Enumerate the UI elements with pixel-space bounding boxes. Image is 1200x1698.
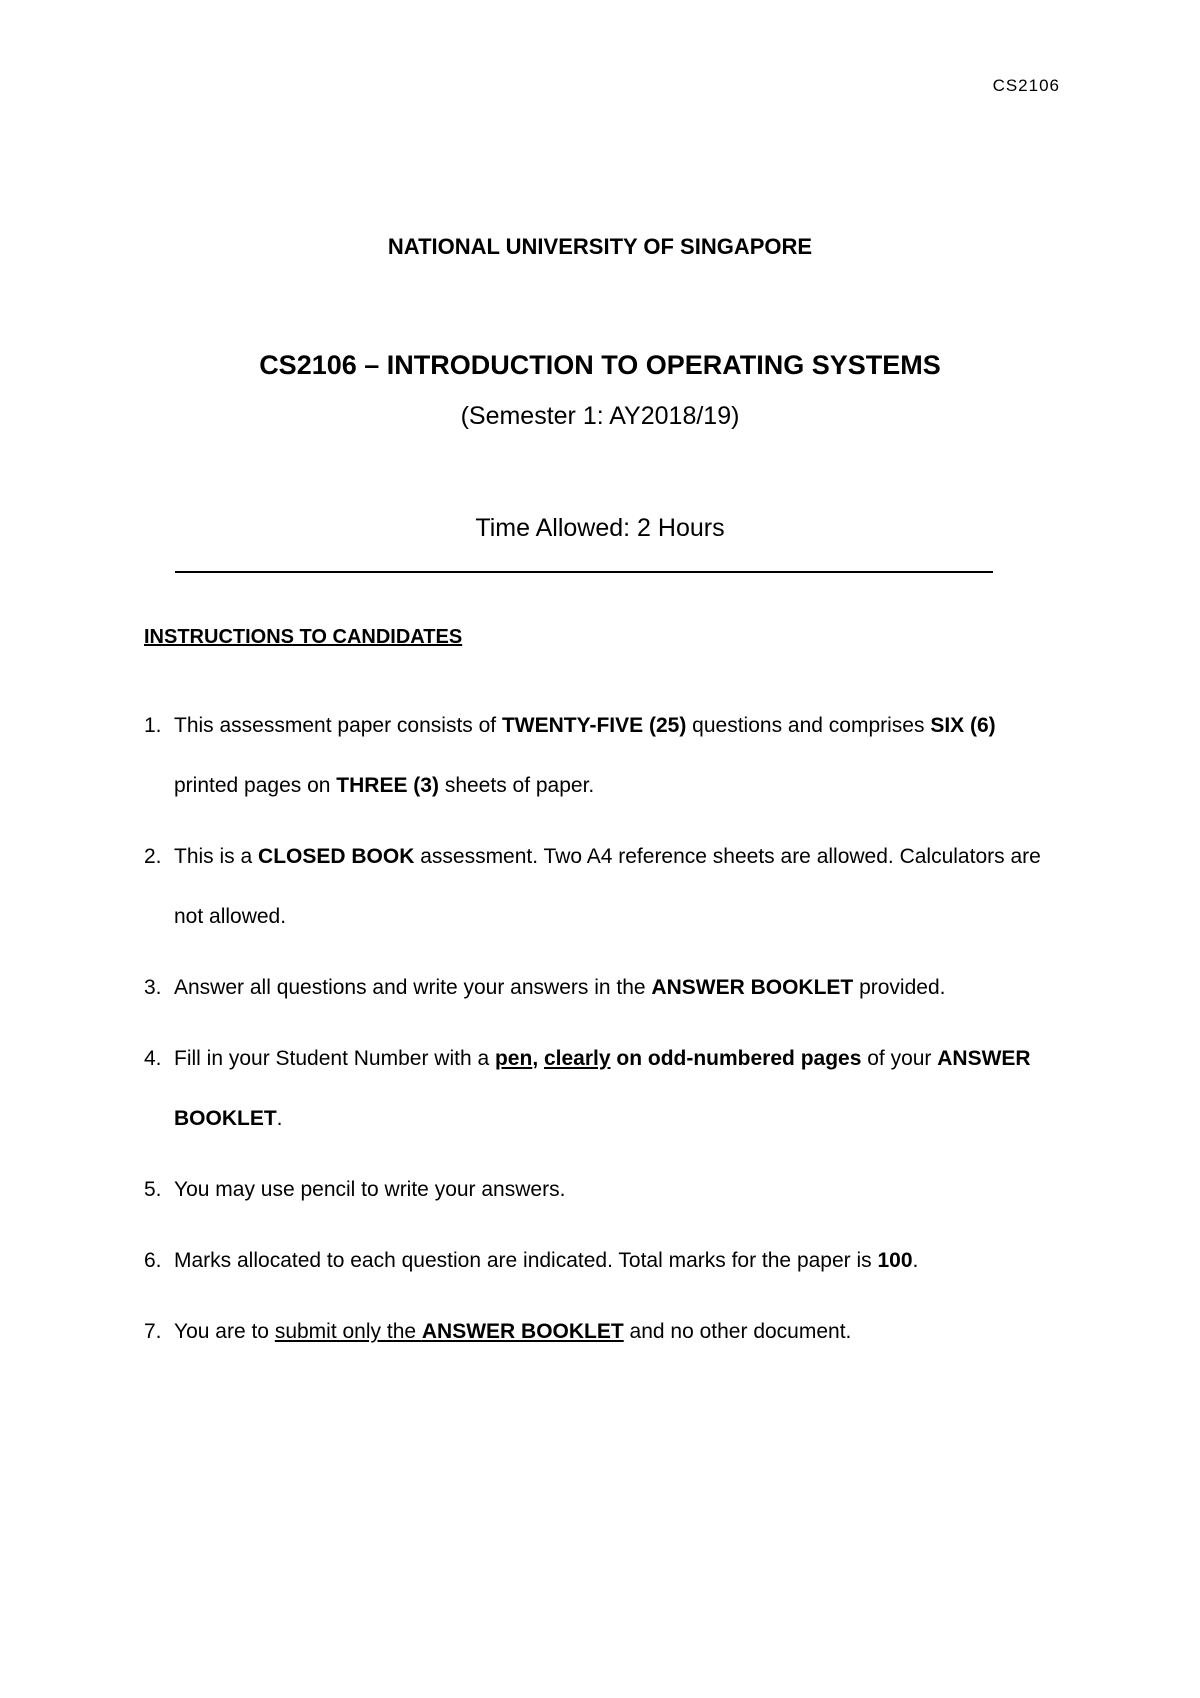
instruction-bold-text: 100	[877, 1249, 913, 1272]
instruction-text: assessment. Two A4 reference sheets are allowed. Calculators are not allowed.	[174, 845, 1041, 928]
instructions-heading: INSTRUCTIONS TO CANDIDATES	[144, 626, 463, 648]
instruction-number: 6.	[144, 1249, 162, 1272]
time-allowed: Time Allowed: 2 Hours	[475, 514, 725, 542]
instruction-text: printed pages on	[174, 774, 337, 797]
instruction-text: and no other document.	[623, 1320, 852, 1343]
header-course-code: CS2106	[992, 76, 1060, 95]
instruction-text: questions and comprises	[686, 714, 931, 737]
instruction-bold-text: ANSWER BOOKLET	[651, 976, 854, 999]
instructions-list	[144, 696, 1044, 1373]
instruction-text: You may use pencil to write your answers.	[174, 1178, 566, 1201]
instruction-text: Fill in your Student Number with a	[174, 1047, 495, 1070]
instruction-text: .	[276, 1107, 283, 1130]
instruction-item-3	[144, 958, 1044, 1018]
instruction-number: 1.	[144, 714, 162, 737]
instruction-item-2	[144, 827, 1044, 947]
university-name: NATIONAL UNIVERSITY OF SINGAPORE	[387, 234, 813, 259]
instruction-text: Marks allocated to each question are indicated. Total marks for the paper is	[174, 1249, 878, 1272]
instruction-item-7	[144, 1302, 1044, 1362]
instruction-bold-underlined-text: clearly	[543, 1047, 611, 1070]
instruction-underlined-text: submit only the	[274, 1320, 422, 1343]
instruction-text: sheets of paper.	[438, 774, 595, 797]
semester-label: (Semester 1: AY2018/19)	[460, 402, 740, 430]
instruction-text: of your	[861, 1047, 938, 1070]
course-title: CS2106 – INTRODUCTION TO OPERATING SYSTEMS	[259, 350, 941, 380]
instruction-text: This is a	[174, 845, 259, 868]
instruction-separator: ,	[532, 1047, 544, 1070]
instruction-item-1	[144, 696, 1044, 816]
instruction-bold-text: THREE (3)	[336, 774, 439, 797]
instruction-bold-text: SIX (6)	[930, 714, 996, 737]
instruction-item-4	[144, 1029, 1044, 1149]
instruction-number: 2.	[144, 845, 162, 868]
instruction-number: 4.	[144, 1047, 162, 1070]
instruction-bold-underlined-text: pen	[494, 1047, 533, 1070]
instruction-bold-text: TWENTY-FIVE (25)	[501, 714, 687, 737]
instruction-item-6	[144, 1231, 1044, 1291]
instruction-number: 7.	[144, 1320, 162, 1343]
instruction-bold-text: CLOSED BOOK	[258, 845, 415, 868]
instruction-bold-text: on odd-numbered pages	[610, 1047, 862, 1070]
instruction-text: You are to	[174, 1320, 275, 1343]
instruction-text: Answer all questions and write your answers in the	[174, 976, 652, 999]
instruction-bold-underlined-text: ANSWER BOOKLET	[421, 1320, 624, 1343]
instruction-text: provided.	[853, 976, 946, 999]
horizontal-divider	[175, 571, 993, 573]
instruction-text: .	[912, 1249, 919, 1272]
instruction-item-5	[144, 1160, 1044, 1220]
instruction-number: 5.	[144, 1178, 162, 1201]
instruction-text: This assessment paper consists of	[174, 714, 502, 737]
instruction-number: 3.	[144, 976, 162, 999]
instruction-bold-text: ANSWER BOOKLET	[174, 1047, 1031, 1130]
